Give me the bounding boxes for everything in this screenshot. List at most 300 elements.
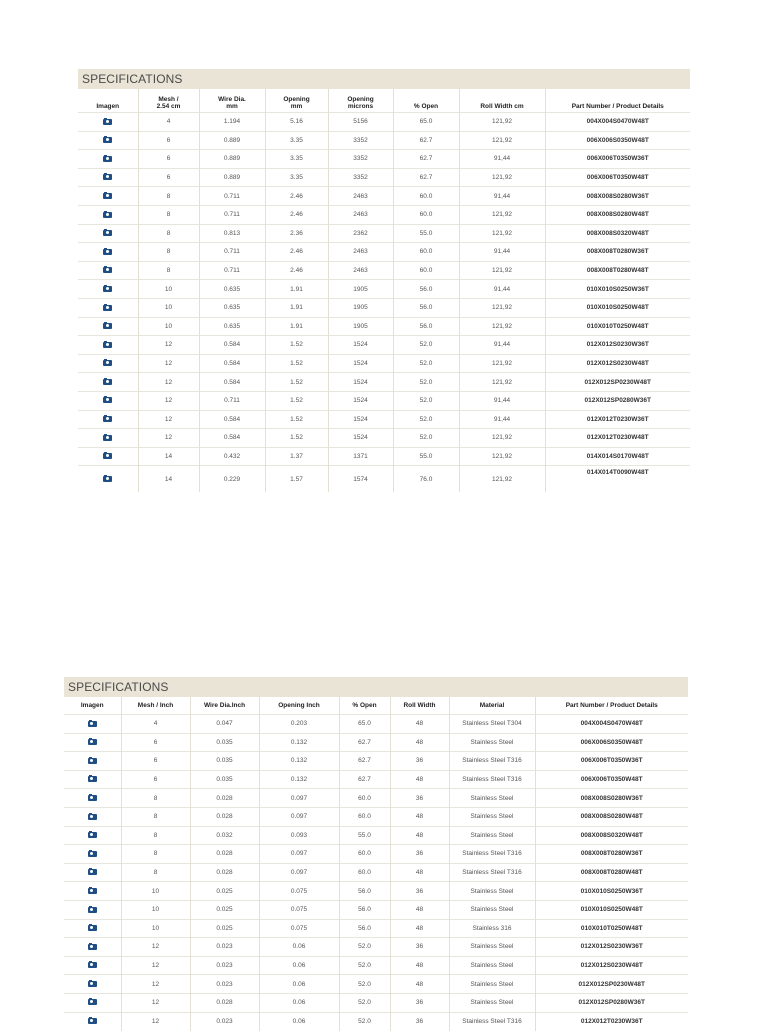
image-cell <box>64 1012 121 1031</box>
image-cell <box>78 336 138 355</box>
table-row <box>64 975 688 994</box>
table-cell: 0.584 <box>199 354 265 373</box>
spec-table-imperial <box>64 677 688 1031</box>
table-row <box>78 261 690 280</box>
table-cell: 56.0 <box>339 900 390 919</box>
table-cell: 52.0 <box>393 373 459 392</box>
part-number-link[interactable]: 008X008T0280W48T <box>535 863 688 882</box>
camera-icon[interactable] <box>88 907 97 913</box>
table-cell: 60.0 <box>393 243 459 262</box>
image-cell <box>64 770 121 789</box>
table-row <box>78 280 690 299</box>
table-cell: 2.46 <box>265 243 328 262</box>
camera-icon[interactable] <box>88 795 97 801</box>
table-cell: 0.035 <box>190 733 259 752</box>
image-cell <box>78 466 138 492</box>
table-cell: 91,44 <box>459 243 545 262</box>
table-cell: 0.028 <box>190 863 259 882</box>
table-cell: 3.35 <box>265 131 328 150</box>
part-number-link[interactable]: 010X010S0250W36T <box>545 280 690 299</box>
table-cell: 4 <box>121 715 190 734</box>
part-number-link[interactable]: 006X006T0350W48T <box>535 770 688 789</box>
image-cell <box>78 410 138 429</box>
column-header: Opening mm <box>265 89 328 113</box>
camera-icon[interactable] <box>103 286 112 292</box>
image-cell <box>64 752 121 771</box>
table-cell: 3.35 <box>265 150 328 169</box>
table-cell: 48 <box>390 715 449 734</box>
image-cell <box>78 150 138 169</box>
part-number-link[interactable]: 008X008T0280W36T <box>535 845 688 864</box>
part-number-link[interactable]: 012X012SP0230W48T <box>535 975 688 994</box>
image-cell <box>78 317 138 336</box>
table-cell: 0.584 <box>199 429 265 448</box>
table-cell: 0.711 <box>199 243 265 262</box>
camera-icon[interactable] <box>103 212 112 218</box>
table-row <box>78 317 690 336</box>
table-cell: 55.0 <box>393 447 459 466</box>
camera-icon[interactable] <box>88 981 97 987</box>
table-cell: 121,92 <box>459 205 545 224</box>
table-cell: 12 <box>138 354 199 373</box>
table-row <box>78 391 690 410</box>
camera-icon[interactable] <box>88 758 97 764</box>
table-cell: 91,44 <box>459 391 545 410</box>
image-cell <box>78 187 138 206</box>
table-cell: 5156 <box>328 113 393 132</box>
table-cell: 52.0 <box>393 354 459 373</box>
table-cell: 0.028 <box>190 789 259 808</box>
table-cell: 1.52 <box>265 391 328 410</box>
table-cell: 6 <box>138 131 199 150</box>
table-cell: 48 <box>390 956 449 975</box>
table-cell: 62.7 <box>393 150 459 169</box>
table-cell: 0.229 <box>199 466 265 492</box>
table-cell: 65.0 <box>339 715 390 734</box>
column-header: Imagen <box>96 103 120 110</box>
table-cell: 2463 <box>328 243 393 262</box>
table-cell: 0.432 <box>199 447 265 466</box>
part-number-link[interactable]: 012X012SP0230W48T <box>545 373 690 392</box>
table-cell: 0.093 <box>259 826 339 845</box>
image-cell <box>78 280 138 299</box>
image-cell <box>78 243 138 262</box>
table-cell: 52.0 <box>393 410 459 429</box>
camera-icon[interactable] <box>88 814 97 820</box>
section-title: SPECIFICATIONS <box>78 69 690 89</box>
table-cell: 76.0 <box>393 466 459 492</box>
table-cell: 1.194 <box>199 113 265 132</box>
table-cell: 8 <box>121 807 190 826</box>
part-number-link[interactable]: 012X012T0230W36T <box>545 410 690 429</box>
table-cell: 52.0 <box>393 429 459 448</box>
table-cell: 10 <box>138 317 199 336</box>
table-cell: 6 <box>121 733 190 752</box>
part-number-link[interactable]: 008X008S0320W48T <box>535 826 688 845</box>
table-cell: 8 <box>138 261 199 280</box>
section-title: SPECIFICATIONS <box>64 677 688 697</box>
part-number-link[interactable]: 014X014S0170W48T <box>545 447 690 466</box>
part-number-link[interactable]: 012X012T0230W36T <box>535 1012 688 1031</box>
table-cell: 6 <box>121 752 190 771</box>
table-cell: 0.025 <box>190 919 259 938</box>
table-cell: 121,92 <box>459 447 545 466</box>
table-cell: 36 <box>390 1012 449 1031</box>
table-cell: 1.52 <box>265 429 328 448</box>
table-row <box>78 410 690 429</box>
column-header: Imagen <box>80 702 104 709</box>
camera-icon[interactable] <box>103 119 112 125</box>
table-cell: 1.91 <box>265 298 328 317</box>
part-number-link[interactable]: 012X012S0230W36T <box>545 336 690 355</box>
part-number-link[interactable]: 004X004S0470W48T <box>545 113 690 132</box>
table-cell: 62.7 <box>393 168 459 187</box>
image-cell <box>64 882 121 901</box>
table-cell: 52.0 <box>339 938 390 957</box>
part-number-link[interactable]: 012X012T0230W48T <box>545 429 690 448</box>
table-cell: 12 <box>121 956 190 975</box>
part-number-link[interactable]: 006X006S0350W48T <box>545 131 690 150</box>
table-row <box>78 113 690 132</box>
table-cell: 0.635 <box>199 298 265 317</box>
table-cell: 52.0 <box>339 975 390 994</box>
table-cell: 2463 <box>328 205 393 224</box>
table-cell: 4 <box>138 113 199 132</box>
table-cell: 60.0 <box>339 863 390 882</box>
table-row <box>64 715 688 734</box>
table-cell: 12 <box>138 391 199 410</box>
table-cell: 1371 <box>328 447 393 466</box>
table-cell: 56.0 <box>339 882 390 901</box>
table-row <box>78 243 690 262</box>
table-cell: 0.584 <box>199 410 265 429</box>
table-cell: 36 <box>390 752 449 771</box>
table-cell: Stainless Steel <box>449 900 535 919</box>
part-number-link[interactable]: 012X012SP0280W36T <box>545 391 690 410</box>
table-cell: 48 <box>390 807 449 826</box>
table-cell: 52.0 <box>339 956 390 975</box>
table-cell: Stainless Steel <box>449 826 535 845</box>
table-cell: 1574 <box>328 466 393 492</box>
table-cell: 121,92 <box>459 373 545 392</box>
table-cell: 56.0 <box>339 919 390 938</box>
table-cell: 36 <box>390 789 449 808</box>
spec-table <box>78 89 690 492</box>
table-cell: 1.57 <box>265 466 328 492</box>
table-cell: 12 <box>138 336 199 355</box>
camera-icon[interactable] <box>88 776 97 782</box>
table-cell: 5.16 <box>265 113 328 132</box>
table-cell: 12 <box>138 373 199 392</box>
part-number-link[interactable]: 010X010T0250W48T <box>535 919 688 938</box>
camera-icon[interactable] <box>103 249 112 255</box>
table-cell: 0.711 <box>199 187 265 206</box>
column-header: Material <box>449 697 535 715</box>
table-cell: 6 <box>138 168 199 187</box>
column-header: Roll Width <box>390 697 449 715</box>
table-cell: 8 <box>121 826 190 845</box>
spec-table <box>64 697 688 1031</box>
table-cell: 0.889 <box>199 150 265 169</box>
table-cell: 12 <box>121 938 190 957</box>
table-row <box>78 224 690 243</box>
table-cell: 8 <box>138 224 199 243</box>
table-cell: 60.0 <box>339 789 390 808</box>
camera-icon[interactable] <box>103 435 112 441</box>
table-cell: 91,44 <box>459 410 545 429</box>
image-cell <box>78 354 138 373</box>
image-cell <box>64 826 121 845</box>
table-cell: 121,92 <box>459 224 545 243</box>
camera-icon[interactable] <box>88 944 97 950</box>
table-cell: 62.7 <box>339 752 390 771</box>
table-cell: 0.813 <box>199 224 265 243</box>
table-cell: 10 <box>138 280 199 299</box>
part-number-link[interactable]: 010X010T0250W48T <box>545 317 690 336</box>
image-cell <box>64 715 121 734</box>
table-cell: 2362 <box>328 224 393 243</box>
part-number-link[interactable]: 010X010S0250W48T <box>545 298 690 317</box>
table-cell: 0.06 <box>259 938 339 957</box>
table-cell: 1524 <box>328 410 393 429</box>
table-cell: 0.047 <box>190 715 259 734</box>
table-cell: 2.36 <box>265 224 328 243</box>
camera-icon[interactable] <box>103 230 112 236</box>
table-cell: 60.0 <box>393 187 459 206</box>
table-cell: 55.0 <box>339 826 390 845</box>
table-cell: 1.52 <box>265 354 328 373</box>
table-cell: 121,92 <box>459 131 545 150</box>
image-cell <box>78 205 138 224</box>
table-cell: Stainless 316 <box>449 919 535 938</box>
table-cell: 2463 <box>328 261 393 280</box>
table-cell: 0.584 <box>199 336 265 355</box>
camera-icon[interactable] <box>88 851 97 857</box>
table-row <box>78 429 690 448</box>
part-number-link[interactable]: 008X008T0280W36T <box>545 243 690 262</box>
camera-icon[interactable] <box>88 832 97 838</box>
camera-icon[interactable] <box>88 962 97 968</box>
camera-icon[interactable] <box>88 739 97 745</box>
table-cell: Stainless Steel T316 <box>449 752 535 771</box>
camera-icon[interactable] <box>103 156 112 162</box>
image-cell <box>64 789 121 808</box>
table-cell: Stainless Steel T316 <box>449 1012 535 1031</box>
table-cell: 10 <box>138 298 199 317</box>
camera-icon[interactable] <box>88 888 97 894</box>
table-cell: 12 <box>138 410 199 429</box>
image-cell <box>64 807 121 826</box>
table-cell: 8 <box>138 187 199 206</box>
part-number-link[interactable]: 012X012S0230W48T <box>535 956 688 975</box>
table-cell: 0.025 <box>190 882 259 901</box>
table-cell: 0.097 <box>259 863 339 882</box>
table-cell: 48 <box>390 919 449 938</box>
camera-icon[interactable] <box>103 360 112 366</box>
table-cell: 56.0 <box>393 317 459 336</box>
camera-icon[interactable] <box>88 999 97 1005</box>
image-cell <box>64 956 121 975</box>
table-cell: 56.0 <box>393 298 459 317</box>
camera-icon[interactable] <box>103 174 112 180</box>
table-cell: 8 <box>121 789 190 808</box>
camera-icon[interactable] <box>103 453 112 459</box>
image-cell <box>64 733 121 752</box>
image-cell <box>64 993 121 1012</box>
table-cell: 3.35 <box>265 168 328 187</box>
part-number-link[interactable]: 014X014T0090W48T <box>545 466 690 492</box>
table-cell: 0.035 <box>190 752 259 771</box>
table-cell: 56.0 <box>393 280 459 299</box>
table-cell: 55.0 <box>393 224 459 243</box>
table-cell: 0.028 <box>190 993 259 1012</box>
part-number-link[interactable]: 008X008S0280W48T <box>545 205 690 224</box>
image-cell <box>78 224 138 243</box>
table-cell: 0.06 <box>259 1012 339 1031</box>
table-cell: 1524 <box>328 354 393 373</box>
part-number-link[interactable]: 008X008T0280W48T <box>545 261 690 280</box>
table-cell: 60.0 <box>339 807 390 826</box>
part-number-link[interactable]: 006X006T0350W48T <box>545 168 690 187</box>
table-row <box>64 845 688 864</box>
table-cell: 2.46 <box>265 261 328 280</box>
table-cell: 8 <box>138 243 199 262</box>
part-number-link[interactable]: 010X010S0250W36T <box>535 882 688 901</box>
part-number-link[interactable]: 008X008S0280W48T <box>535 807 688 826</box>
table-cell: 36 <box>390 882 449 901</box>
part-number-link[interactable]: 010X010S0250W48T <box>535 900 688 919</box>
table-cell: 0.635 <box>199 280 265 299</box>
table-cell: 0.06 <box>259 975 339 994</box>
column-header: Opening microns <box>328 89 393 113</box>
camera-icon[interactable] <box>103 416 112 422</box>
table-cell: 12 <box>138 429 199 448</box>
table-cell: 91,44 <box>459 336 545 355</box>
table-cell: Stainless Steel <box>449 807 535 826</box>
spec-table-metric <box>78 69 690 492</box>
part-number-link[interactable]: 006X006T0350W36T <box>545 150 690 169</box>
table-cell: 3352 <box>328 150 393 169</box>
camera-icon[interactable] <box>88 869 97 875</box>
table-cell: Stainless Steel <box>449 733 535 752</box>
table-cell: 1.37 <box>265 447 328 466</box>
image-cell <box>64 845 121 864</box>
table-cell: 62.7 <box>339 770 390 789</box>
table-row <box>78 466 690 492</box>
part-number-link[interactable]: 004X004S0470W48T <box>535 715 688 734</box>
table-cell: 0.635 <box>199 317 265 336</box>
part-number-link[interactable]: 008X008S0320W48T <box>545 224 690 243</box>
camera-icon[interactable] <box>103 267 112 273</box>
table-row <box>64 752 688 771</box>
table-cell: 48 <box>390 770 449 789</box>
table-cell: 10 <box>121 900 190 919</box>
part-number-link[interactable]: 012X012SP0280W36T <box>535 993 688 1012</box>
table-cell: 8 <box>138 205 199 224</box>
camera-icon[interactable] <box>88 925 97 931</box>
image-cell <box>78 261 138 280</box>
part-number-link[interactable]: 008X008S0280W36T <box>545 187 690 206</box>
table-row <box>64 993 688 1012</box>
part-number-link[interactable]: 012X012S0230W48T <box>545 354 690 373</box>
column-header: Wire Dia. mm <box>199 89 265 113</box>
table-cell: 121,92 <box>459 317 545 336</box>
table-cell: 1.91 <box>265 317 328 336</box>
table-cell: 52.0 <box>339 1012 390 1031</box>
table-cell: 121,92 <box>459 298 545 317</box>
camera-icon[interactable] <box>103 476 112 482</box>
table-row <box>78 187 690 206</box>
image-cell <box>78 429 138 448</box>
table-cell: 62.7 <box>339 733 390 752</box>
part-number-link[interactable]: 012X012S0230W36T <box>535 938 688 957</box>
camera-icon[interactable] <box>88 1018 97 1024</box>
image-cell <box>78 298 138 317</box>
table-cell: 0.075 <box>259 900 339 919</box>
table-cell: 60.0 <box>393 261 459 280</box>
camera-icon[interactable] <box>103 193 112 199</box>
table-cell: 36 <box>390 845 449 864</box>
table-cell: 0.06 <box>259 956 339 975</box>
table-cell: 12 <box>121 993 190 1012</box>
table-cell: 0.023 <box>190 1012 259 1031</box>
table-cell: 48 <box>390 900 449 919</box>
table-cell: Stainless Steel <box>449 882 535 901</box>
table-cell: 91,44 <box>459 150 545 169</box>
table-cell: 0.711 <box>199 261 265 280</box>
part-number-link[interactable]: 006X006S0350W48T <box>535 733 688 752</box>
table-cell: 2.46 <box>265 187 328 206</box>
table-cell: Stainless Steel <box>449 789 535 808</box>
part-number-link[interactable]: 006X006T0350W36T <box>535 752 688 771</box>
camera-icon[interactable] <box>103 305 112 311</box>
table-cell: 12 <box>121 975 190 994</box>
table-cell: 10 <box>121 882 190 901</box>
camera-icon[interactable] <box>103 397 112 403</box>
table-cell: 0.711 <box>199 391 265 410</box>
table-cell: 121,92 <box>459 168 545 187</box>
table-cell: 1524 <box>328 336 393 355</box>
camera-icon[interactable] <box>103 342 112 348</box>
table-cell: 91,44 <box>459 280 545 299</box>
table-cell: 48 <box>390 733 449 752</box>
table-cell: 36 <box>390 993 449 1012</box>
image-cell <box>78 447 138 466</box>
table-cell: 0.889 <box>199 168 265 187</box>
camera-icon[interactable] <box>103 137 112 143</box>
table-cell: 3352 <box>328 131 393 150</box>
table-cell: 1524 <box>328 429 393 448</box>
camera-icon[interactable] <box>88 721 97 727</box>
column-header: Opening Inch <box>259 697 339 715</box>
table-cell: 0.028 <box>190 845 259 864</box>
camera-icon[interactable] <box>103 323 112 329</box>
table-cell: 121,92 <box>459 354 545 373</box>
table-row <box>78 131 690 150</box>
image-cell <box>78 113 138 132</box>
camera-icon[interactable] <box>103 379 112 385</box>
header-row <box>64 697 688 715</box>
table-row <box>78 150 690 169</box>
table-cell: Stainless Steel <box>449 938 535 957</box>
table-cell: 1.52 <box>265 373 328 392</box>
column-header: Roll Width cm <box>459 89 545 113</box>
table-row <box>78 205 690 224</box>
part-number-link[interactable]: 008X008S0280W36T <box>535 789 688 808</box>
column-header: Part Number / Product Details <box>545 89 690 113</box>
table-cell: 60.0 <box>339 845 390 864</box>
table-cell: 8 <box>121 845 190 864</box>
